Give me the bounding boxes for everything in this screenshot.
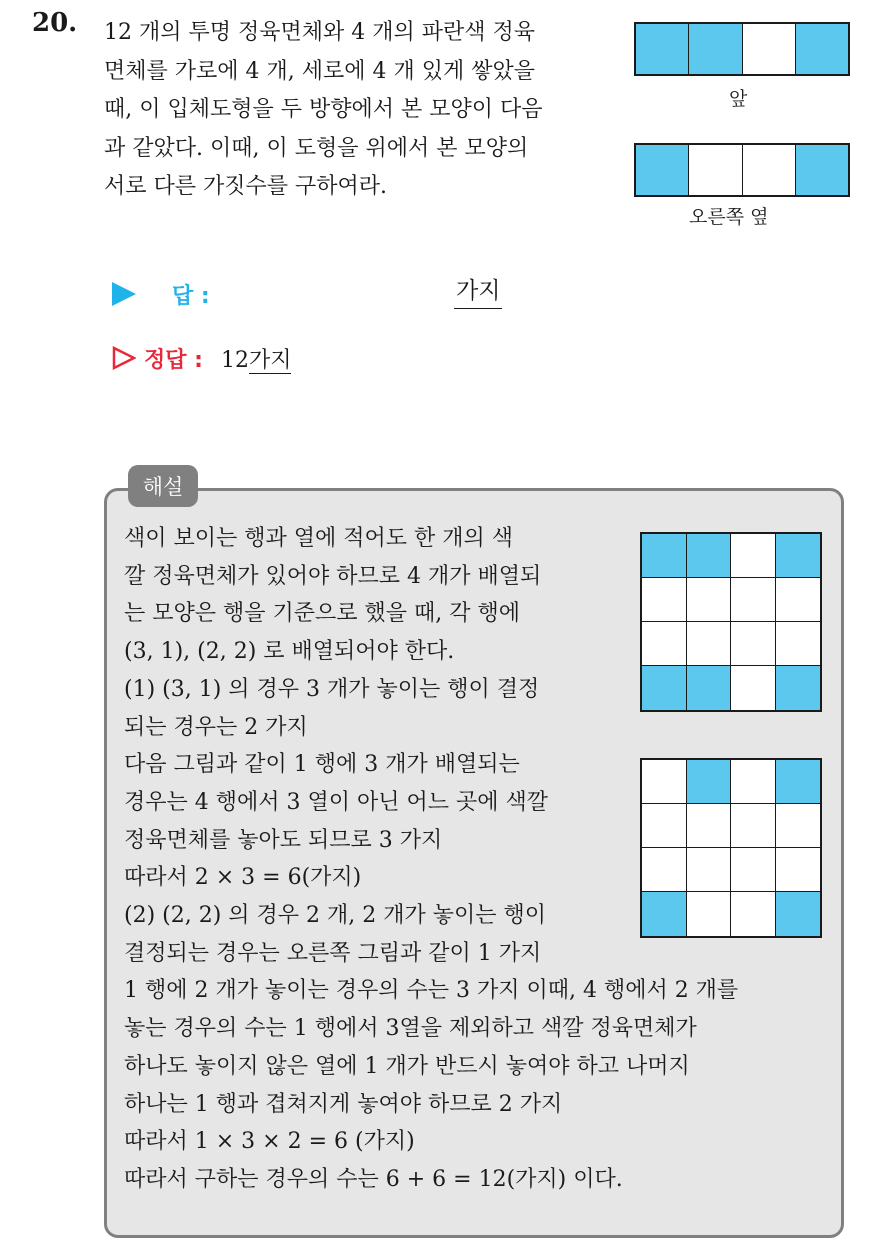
grid-cell	[776, 848, 821, 892]
question-number: 20.	[32, 8, 78, 38]
view-cell	[796, 145, 848, 195]
grid-cell	[642, 534, 687, 578]
grid-cell	[642, 760, 687, 804]
correct-answer-label: 정답 :	[144, 347, 203, 373]
explanation-line: 정육면체를 놓아도 되므로 3 가지	[124, 827, 443, 853]
right-view-strip	[634, 143, 850, 197]
answer-blank-unit[interactable]: 가지	[454, 274, 502, 309]
view-cell	[636, 145, 689, 195]
question-text	[104, 14, 604, 207]
correct-answer-number: 12	[220, 347, 249, 373]
grid-cell	[642, 848, 687, 892]
view-cell	[743, 145, 796, 195]
grid-cell	[687, 578, 732, 622]
question-line: 때, 이 입체도형을 두 방향에서 본 모양이 다음	[104, 97, 543, 122]
view-cell	[689, 145, 742, 195]
explanation-line: 깔 정육면체가 있어야 하므로 4 개가 배열되	[124, 563, 542, 589]
grid-cell	[687, 892, 732, 936]
grid-cell	[776, 666, 821, 710]
explanation-line: 하나도 놓이지 않은 열에 1 개가 반드시 놓여야 하고 나머지	[124, 1053, 690, 1079]
grid-cell	[776, 578, 821, 622]
grid-cell	[731, 892, 776, 936]
explanation-line: 색이 보이는 행과 열에 적어도 한 개의 색	[124, 526, 513, 551]
explanation-line: 놓는 경우의 수는 1 행에서 3열을 제외하고 색깔 정육면체가	[124, 1016, 697, 1042]
top-view-grid-case-2	[640, 758, 822, 938]
explanation-line: 결정되는 경우는 오른쪽 그림과 같이 1 가지	[124, 940, 542, 966]
grid-cell	[776, 534, 821, 578]
question-line: 면체를 가로에 4 개, 세로에 4 개 있게 쌓았을	[104, 58, 535, 84]
explanation-line: (2) (2, 2) 의 경우 2 개, 2 개가 놓이는 행이	[124, 903, 547, 929]
grid-cell	[731, 622, 776, 666]
grid-cell	[731, 760, 776, 804]
right-view-label: 오른쪽 옆	[689, 206, 769, 228]
grid-cell	[776, 760, 821, 804]
grid-cell	[731, 534, 776, 578]
front-view-strip	[634, 22, 850, 76]
explanation-line: 따라서 구하는 경우의 수는 6 + 6 = 12(가지) 이다.	[124, 1166, 623, 1192]
grid-cell	[731, 666, 776, 710]
grid-cell	[642, 804, 687, 848]
explanation-line: (3, 1), (2, 2) 로 배열되어야 한다.	[124, 639, 455, 665]
grid-cell	[731, 848, 776, 892]
grid-cell	[687, 622, 732, 666]
grid-cell	[731, 804, 776, 848]
explanation-line: 따라서 1 × 3 × 2 = 6 (가지)	[124, 1129, 415, 1155]
explanation-tab: 해설	[128, 465, 198, 507]
grid-cell	[776, 804, 821, 848]
correct-answer-unit: 가지	[248, 347, 292, 373]
correct-answer-value	[221, 343, 292, 374]
explanation-line: 는 모양은 행을 기준으로 했을 때, 각 행에	[124, 601, 520, 627]
view-cell	[689, 24, 742, 74]
grid-cell	[687, 848, 732, 892]
explanation-line: (1) (3, 1) 의 경우 3 개가 놓이는 행이 결정	[124, 676, 540, 702]
outline-arrow-icon	[112, 346, 136, 370]
grid-cell	[642, 622, 687, 666]
view-cell	[636, 24, 689, 74]
explanation-line: 1 행에 2 개가 놓이는 경우의 수는 3 가지 이때, 4 행에서 2 개를	[124, 978, 739, 1004]
front-view-label: 앞	[729, 88, 748, 110]
question-line: 과 같았다. 이때, 이 도형을 위에서 본 모양의	[104, 135, 529, 161]
grid-cell	[687, 534, 732, 578]
grid-cell	[642, 578, 687, 622]
grid-cell	[642, 892, 687, 936]
grid-cell	[687, 666, 732, 710]
answer-row	[112, 274, 210, 314]
explanation-line: 하나는 1 행과 겹쳐지게 놓여야 하므로 2 가지	[124, 1091, 563, 1117]
correct-answer-row	[112, 338, 291, 378]
view-cell	[796, 24, 848, 74]
explanation-line: 따라서 2 × 3 = 6(가지)	[124, 865, 362, 891]
grid-cell	[776, 622, 821, 666]
answer-label: 답 :	[172, 283, 210, 309]
question-line: 서로 다른 가짓수를 구하여라.	[104, 174, 387, 199]
grid-cell	[776, 892, 821, 936]
explanation-line: 경우는 4 행에서 3 열이 아닌 어느 곳에 색깔	[124, 789, 548, 815]
view-cell	[743, 24, 796, 74]
play-arrow-icon	[112, 282, 136, 306]
top-view-grid-case-1	[640, 532, 822, 712]
question-line: 12 개의 투명 정육면체와 4 개의 파란색 정육	[104, 20, 535, 45]
explanation-line: 다음 그림과 같이 1 행에 3 개가 배열되는	[124, 752, 520, 778]
explanation-line: 되는 경우는 2 가지	[124, 714, 308, 740]
grid-cell	[731, 578, 776, 622]
grid-cell	[642, 666, 687, 710]
grid-cell	[687, 760, 732, 804]
grid-cell	[687, 804, 732, 848]
